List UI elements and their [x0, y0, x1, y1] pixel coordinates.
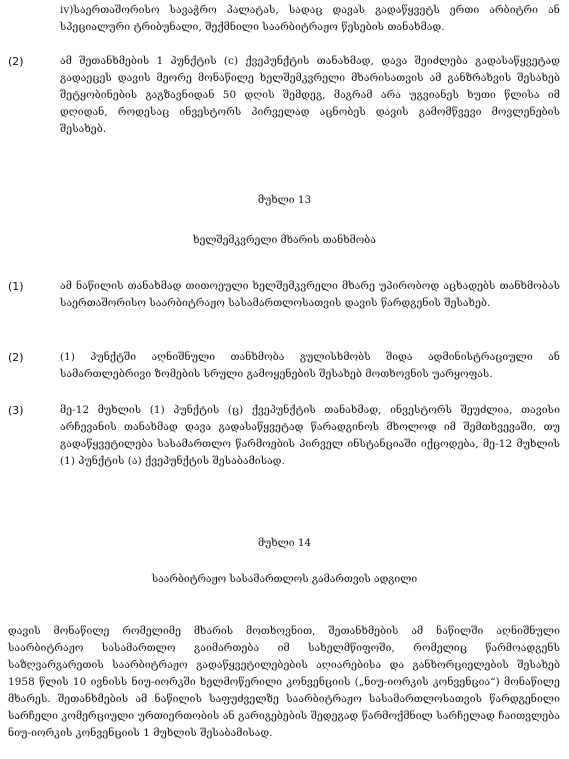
paragraph-text: (1) პუნქტში აღნიშნული თანხმობა გულისხმობს შიდა ადმინისტრაციული ან სამართლებრივი ზომების სრული გამოყენების შესახებ მოთხოვნის უარყოფას. [60, 351, 560, 380]
paragraph-text: ამ ნაწილის თანახმად თითოეული ხელშემკვრელი მხარე უპირობოდ აცხადებს თანხმობას საერთაშორისო საარბიტრაჟო სასამართლოსათვის დავის წარდგენის შესახებ. [60, 280, 560, 309]
paragraph-number: (3) [8, 404, 24, 417]
paragraph-text: ამ შეთანხმების 1 პუნქტის (c) ქვეპუნქტის თანახმად, დავა შეიძლება გადასაწყვეტად გადაეცეს დავის მეორე მონაწილე ხელშემკვრელი მხარისათვის ამ განზრახვის შესახებ შეტყობინების გაგზავნიდან 50 დღის შემდეგ, მაგრამ არა უგვიანეს ხუთი წლისა იმ დღიდან, როდესაც ინვესტორს პირველად აცნობეს დავის გამომწვევი მოვლენების შესახებ. [60, 55, 560, 135]
paragraph-number: (2) [8, 351, 24, 364]
paragraph-number: (2) [8, 55, 24, 68]
paragraph-text: დავის მონაწილე რომელიმე მხარის მოთხოვნით, შეთანხმების ამ ნაწილში აღნიშნული საარბიტრაჟო სასამართლო გაიმართება იმ სახელმწიფოში, რომელიც წარმოადგენს საზღვარგარეთის საარბიტრაჟო გადაწყვეტილებების აღიარებისა და განხორციელების შესახებ 1958 წლის 10 ივნისს ნიუ-იორკში ხელმოწერილი კონვენციის („ნიუ-იორკის კონვენცია“) მონაწილე მხარეს. შეთანხმების ამ ნაწილის საფუძველზე საარბიტრაჟო სასამართლოსათვის წარდგენილი სარჩელი კომერციული ურთიერთობის ან გარიგებების შედეგად წარმოქმნილ სარჩელად ჩაითვლება ნიუ-იორკის კონვენციის 1 მუხლის შესაბამისად. [8, 625, 560, 739]
article-14-number: მუხლი 14 [257, 537, 312, 549]
article-13-title: ხელშემკვრელი მხარის თანხმობა [193, 234, 376, 246]
article-13-number: მუხლი 13 [257, 194, 312, 206]
paragraph-number: (1) [8, 280, 24, 293]
article-14-title: საარბიტრაჟო სასამართლოს გამართვის ადგილი [151, 573, 418, 585]
top-fragment: iv)საერთაშორისო სავაჭრო პალატას, სადაც დავას გადაწყვეტს ერთი არბიტრი ან სპეციალური ტრიბუნალი, შექმნილი საარბიტრაჟო წესების თანახმად. [60, 4, 560, 33]
paragraph-text: მე-12 მუხლის (1) პუნქტის (ც) ქვეპუნქტის თანახმად, ინვესტორს შეუძლია, თავისი არჩევანის თანახმად დავა გადასაწყვეტად წარადგინოს მხოლოდ იმ შემთხვევაში, თუ გადაწყვეტილება სასამართლო წარმოების პირველ ინსტანციაში იქცოდება, მე-12 მუხლის (1) პუნქტის (ა) ქვეპუნქტის შესაბამისად. [60, 404, 560, 467]
